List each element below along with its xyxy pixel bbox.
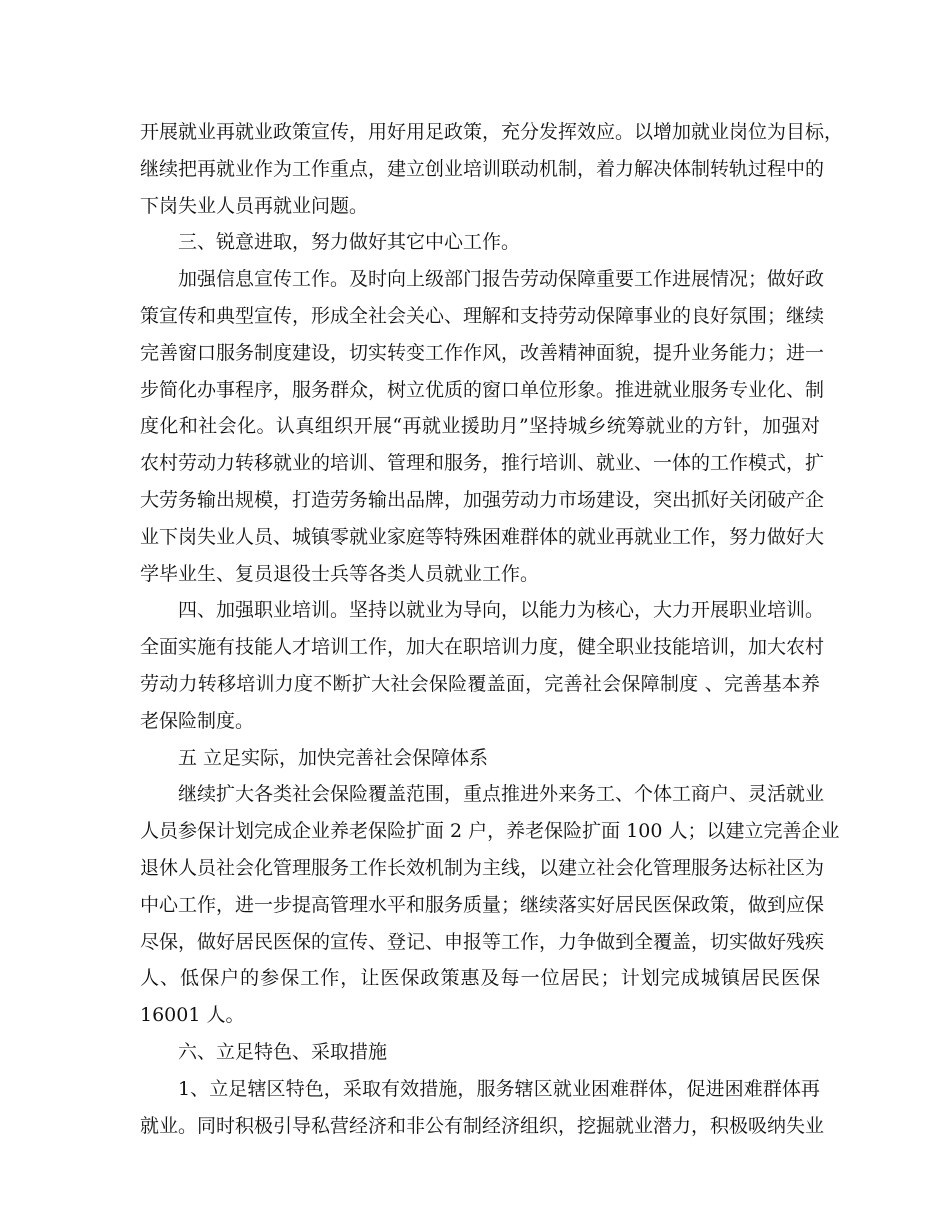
text-line: 就业。同时积极引导私营经济和非公有制经济组织，挖掘就业潜力，积极吸纳失业 xyxy=(140,1114,825,1137)
text-line: 下岗失业人员再就业问题。 xyxy=(140,194,369,217)
text-line: 学毕业生、复员退役士兵等各类人员就业工作。 xyxy=(140,562,540,585)
text-line: 尽保，做好居民医保的宣传、登记、申报等工作，力争做到全覆盖，切实做好残疾 xyxy=(140,930,825,953)
text-line: 16001 人。 xyxy=(140,1004,245,1027)
text-line: 六、立足特色、采取措施 xyxy=(178,1040,388,1063)
text-line: 完善窗口服务制度建设，切实转变工作作风，改善精神面貌，提升业务能力；进一 xyxy=(140,341,825,364)
text-line: 度化和社会化。认真组织开展“再就业援助月”坚持城乡统筹就业的方针，加强对 xyxy=(140,415,820,438)
text-line: 1、立足辖区特色，采取有效措施，服务辖区就业困难群体，促进困难群体再 xyxy=(178,1077,820,1100)
text-line: 继续把再就业作为工作重点，建立创业培训联动机制，着力解决体制转轨过程中的 xyxy=(140,157,825,180)
text-line: 农村劳动力转移就业的培训、管理和服务，推行培训、就业、一体的工作模式，扩 xyxy=(140,452,825,475)
text-line: 五 立足实际，加快完善社会保障体系 xyxy=(178,746,489,769)
text-line: 中心工作，进一步提高管理水平和服务质量；继续落实好居民医保政策，做到应保 xyxy=(140,893,825,916)
text-line: 开展就业再就业政策宣传，用好用足政策，充分发挥效应。以增加就业岗位为目标， xyxy=(140,121,844,143)
text-line: 加强信息宣传工作。及时向上级部门报告劳动保障重要工作进展情况；做好政 xyxy=(178,268,825,291)
text-line: 业下岗失业人员、城镇零就业家庭等特殊困难群体的就业再就业工作，努力做好大 xyxy=(140,525,825,548)
text-line: 策宣传和典型宣传，形成全社会关心、理解和支持劳动保障事业的良好氛围；继续 xyxy=(140,304,825,327)
text-line: 退休人员社会化管理服务工作长效机制为主线，以建立社会化管理服务达标社区为 xyxy=(140,856,825,879)
text-line: 全面实施有技能人才培训工作，加大在职培训力度，健全职业技能培训，加大农村 xyxy=(140,636,825,659)
text-line: 人、低保户的参保工作，让医保政策惠及每一位居民；计划完成城镇居民医保 xyxy=(140,967,820,990)
text-line: 三、锐意进取，努力做好其它中心工作。 xyxy=(178,231,521,254)
document-body xyxy=(140,114,844,1144)
text-line: 劳动力转移培训力度不断扩大社会保险覆盖面，完善社会保障制度 、完善基本养 xyxy=(140,672,820,695)
text-line: 四、加强职业培训。坚持以就业为导向，以能力为核心，大力开展职业培训。 xyxy=(178,599,825,622)
text-line: 老保险制度。 xyxy=(140,709,255,732)
text-line: 大劳务输出规模，打造劳务输出品牌，加强劳动力市场建设，突出抓好关闭破产企 xyxy=(140,488,825,511)
text-line: 继续扩大各类社会保险覆盖范围，重点推进外来务工、个体工商户、灵活就业 xyxy=(178,783,825,806)
text-line: 人员参保计划完成企业养老保险扩面 2 户，养老保险扩面 100 人；以建立完善企业 xyxy=(140,820,840,843)
text-line: 步简化办事程序，服务群众，树立优质的窗口单位形象。推进就业服务专业化、制 xyxy=(140,378,825,401)
